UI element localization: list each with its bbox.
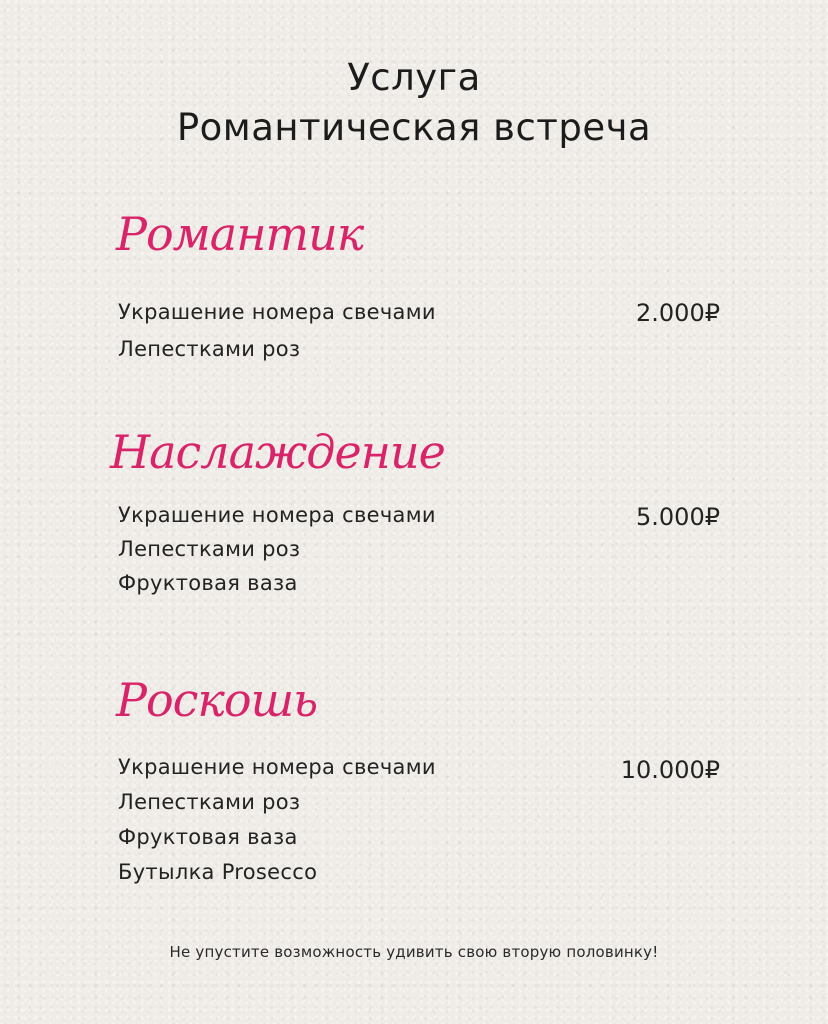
package-name: Наслаждение: [110, 425, 445, 479]
page-title-line2: Романтическая встреча: [176, 106, 652, 149]
package-item: Лепестками роз: [118, 337, 301, 361]
footer-tagline: Не упустите возможность удивить свою вторую половинку!: [169, 943, 659, 961]
package-item: Украшение номера свечами: [118, 503, 436, 527]
package-price: 5.000₽: [636, 503, 720, 531]
package-price: 10.000₽: [620, 756, 720, 784]
page-title-line1: Услуга: [347, 56, 481, 99]
package-item: Фруктовая ваза: [118, 825, 298, 849]
package-name: Роскошь: [116, 673, 318, 727]
package-item: Бутылка Prosecco: [118, 860, 318, 884]
package-item: Лепестками роз: [118, 537, 301, 561]
package-item: Лепестками роз: [118, 790, 301, 814]
package-item: Украшение номера свечами: [118, 300, 436, 324]
package-item: Фруктовая ваза: [118, 571, 298, 595]
package-item: Украшение номера свечами: [118, 755, 436, 779]
package-price: 2.000₽: [636, 299, 720, 327]
package-name: Романтик: [116, 207, 364, 261]
